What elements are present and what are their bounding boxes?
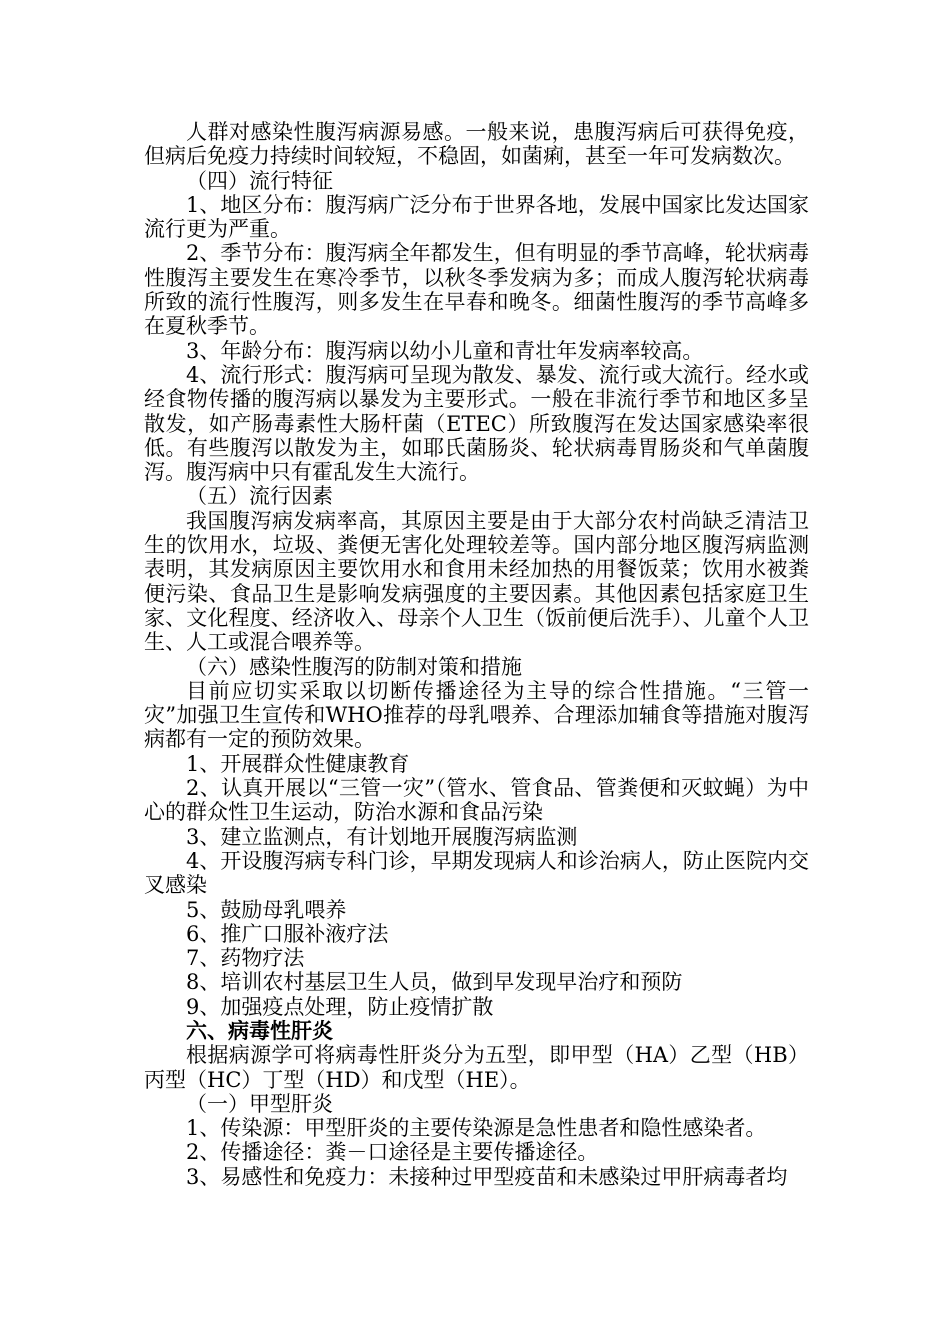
list-item-6: 6、推广口服补液疗法: [186, 921, 389, 946]
subheading-epidemic-factors: （五）流行因素: [186, 484, 333, 509]
document-body: [144, 120, 809, 1189]
paragraph-regional-distribution: 1、地区分布：腹泻病广泛分布于世界各地，发展中国家比发达国家流行更为严重。: [144, 192, 809, 242]
paragraph-epidemic-factors: 我国腹泻病发病率高，其原因主要是由于大部分农村尚缺乏清洁卫生的饮用水，垃圾、粪便无害化处理较差等。国内部分地区腹泻病监测表明，其发病原因主要饮用水和食用未经加热的用餐饭菜；饮用水被粪便污染、食品卫生是影响发病强度的主要因素。其他因素包括家庭卫生家、文化程度、经济收入、母亲个人卫生（饭前便后洗手）、儿童个人卫生、人工或混合喂养等。: [144, 508, 809, 655]
section-heading-viral-hepatitis: 六、病毒性肝炎: [186, 1018, 333, 1043]
subheading-hepatitis-a: （一）甲型肝炎: [186, 1091, 333, 1116]
list-item-9: 9、加强疫点处理，防止疫情扩散: [186, 994, 494, 1019]
paragraph-seasonal-distribution: 2、季节分布：腹泻病全年都发生，但有明显的季节高峰，轮状病毒性腹泻主要发生在寒冷季节，以秋冬季发病为多；而成人腹泻轮状病毒所致的流行性腹泻，则多发生在早春和晚冬。细菌性腹泻的季节高峰多在夏秋季节。: [144, 241, 809, 339]
list-item-8: 8、培训农村基层卫生人员，做到早发现早治疗和预防: [186, 970, 683, 995]
list-item-5: 5、鼓励母乳喂养: [186, 897, 347, 922]
paragraph-transmission-route: 2、传播途径：粪－口途径是主要传播途径。: [186, 1140, 599, 1165]
list-item-2: 2、认真开展以“三管一灾”（管水、管食品、管粪便和灭蚊蝇）为中心的群众性卫生运动，防治水源和食品污染: [144, 776, 809, 825]
subheading-prevention-measures: （六）感染性腹泻的防制对策和措施: [186, 654, 522, 679]
subheading-epidemic-features: （四）流行特征: [186, 168, 333, 193]
paragraph-susceptibility: 3、易感性和免疫力：未接种过甲型疫苗和未感染过甲肝病毒者均: [186, 1164, 788, 1189]
paragraph-epidemic-forms: 4、流行形式：腹泻病可呈现为散发、暴发、流行或大流行。经水或经食物传播的腹泻病以暴发为主要形式。一般在非流行季节和地区多呈散发，如产肠毒素性大肠杆菌（ETEC）所致腹泻在发达国家感染率很低。有些腹泻以散发为主，如耶氏菌肠炎、轮状病毒胃肠炎和气单菌腹泻。腹泻病中只有霍乱发生大流行。: [144, 362, 809, 485]
paragraph-age-distribution: 3、年龄分布：腹泻病以幼小儿童和青壮年发病率较高。: [186, 338, 704, 363]
list-item-4: 4、开设腹泻病专科门诊，早期发现病人和诊治病人，防止医院内交叉感染: [144, 848, 809, 898]
list-item-3: 3、建立监测点，有计划地开展腹泻病监测: [186, 824, 578, 849]
list-item-7: 7、药物疗法: [186, 946, 305, 971]
paragraph-immunity: 人群对感染性腹泻病源易感。一般来说，患腹泻病后可获得免疫，但病后免疫力持续时间较短，不稳固，如菌痢，甚至一年可发病数次。: [144, 120, 809, 169]
list-item-1: 1、开展群众性健康教育: [186, 751, 410, 776]
paragraph-infection-source: 1、传染源：甲型肝炎的主要传染源是急性患者和隐性感染者。: [186, 1116, 767, 1141]
paragraph-prevention-intro: 目前应切实采取以切断传播途径为主导的综合性措施。“三管一灾”加强卫生宣传和WHO推荐的母乳喂养、合理添加辅食等措施对腹泻病都有一定的预防效果。: [144, 678, 809, 752]
paragraph-hepatitis-types: 根据病源学可将病毒性肝炎分为五型，即甲型（HA）乙型（HB）丙型（HC）丁型（HD）和戊型（HE）。: [144, 1043, 809, 1092]
